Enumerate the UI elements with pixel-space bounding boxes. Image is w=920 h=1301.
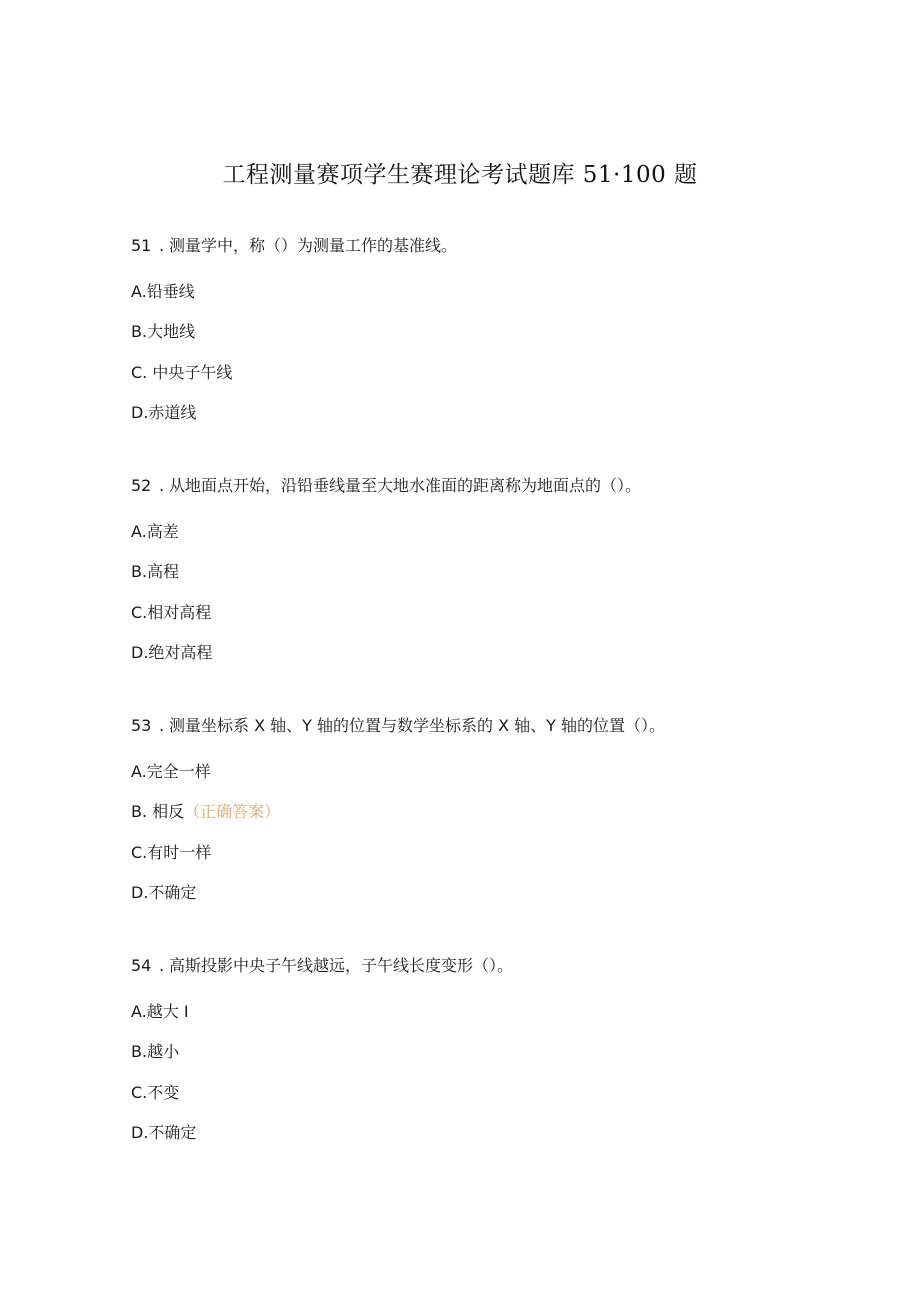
option-a — [131, 760, 831, 784]
option-d — [131, 641, 831, 665]
question-dot: . — [159, 956, 165, 975]
option-text: C.有时一样 — [131, 842, 212, 862]
question-dot: . — [159, 476, 165, 495]
question-text: 测量坐标系 X 轴、Y 轴的位置与数学坐标系的 X 轴、Y 轴的位置（）。 — [169, 716, 665, 735]
option-b — [131, 560, 831, 584]
page-title: 工程测量赛项学生赛理论考试题库 51·100 题 — [222, 162, 698, 188]
option-text: A.越大 I — [131, 1002, 189, 1021]
question-stem — [131, 954, 831, 978]
question-stem — [131, 234, 831, 258]
option-b — [131, 1040, 831, 1064]
option-c — [131, 1081, 831, 1105]
question-text: 从地面点开始，沿铅垂线量至大地水准面的距离称为地面点的（）。 — [169, 476, 642, 495]
option-a — [131, 520, 831, 544]
option-text: B. 相反 — [131, 802, 185, 822]
option-text: D.赤道线 — [131, 402, 197, 422]
question-53 — [131, 714, 831, 921]
question-54 — [131, 954, 831, 1161]
option-text: C.不变 — [131, 1082, 180, 1102]
option-d — [131, 1121, 831, 1145]
option-text: D.绝对高程 — [131, 642, 213, 662]
option-b — [131, 800, 831, 824]
question-dot: . — [159, 236, 165, 255]
question-text: 高斯投影中央子午线越远，子午线长度变形（）。 — [169, 956, 514, 975]
option-text: D.不确定 — [131, 882, 197, 902]
question-dot: . — [159, 716, 165, 735]
question-number: 54 — [131, 956, 152, 975]
question-number: 51 — [131, 236, 152, 255]
question-stem — [131, 714, 831, 738]
option-text: B.高程 — [131, 562, 180, 582]
option-c — [131, 601, 831, 625]
question-stem — [131, 474, 831, 498]
question-text: 测量学中，称（）为测量工作的基准线。 — [169, 236, 458, 255]
question-52 — [131, 474, 831, 681]
option-d — [131, 881, 831, 905]
option-text: B.越小 — [131, 1042, 180, 1062]
option-text: C. 中央子午线 — [131, 362, 233, 382]
option-text: B.大地线 — [131, 322, 196, 342]
option-b — [131, 320, 831, 344]
option-d — [131, 401, 831, 425]
option-c — [131, 361, 831, 385]
option-text: A.铅垂线 — [131, 282, 195, 301]
option-c — [131, 841, 831, 865]
question-number: 52 — [131, 476, 152, 495]
correct-answer-note: （正确答案） — [184, 802, 281, 822]
option-text: A.完全一样 — [131, 762, 211, 781]
option-text: A.高差 — [131, 522, 179, 541]
option-text: D.不确定 — [131, 1122, 197, 1142]
question-number: 53 — [131, 716, 152, 735]
option-text: C.相对高程 — [131, 602, 212, 622]
option-a — [131, 1000, 831, 1024]
option-a — [131, 280, 831, 304]
question-51 — [131, 234, 831, 441]
